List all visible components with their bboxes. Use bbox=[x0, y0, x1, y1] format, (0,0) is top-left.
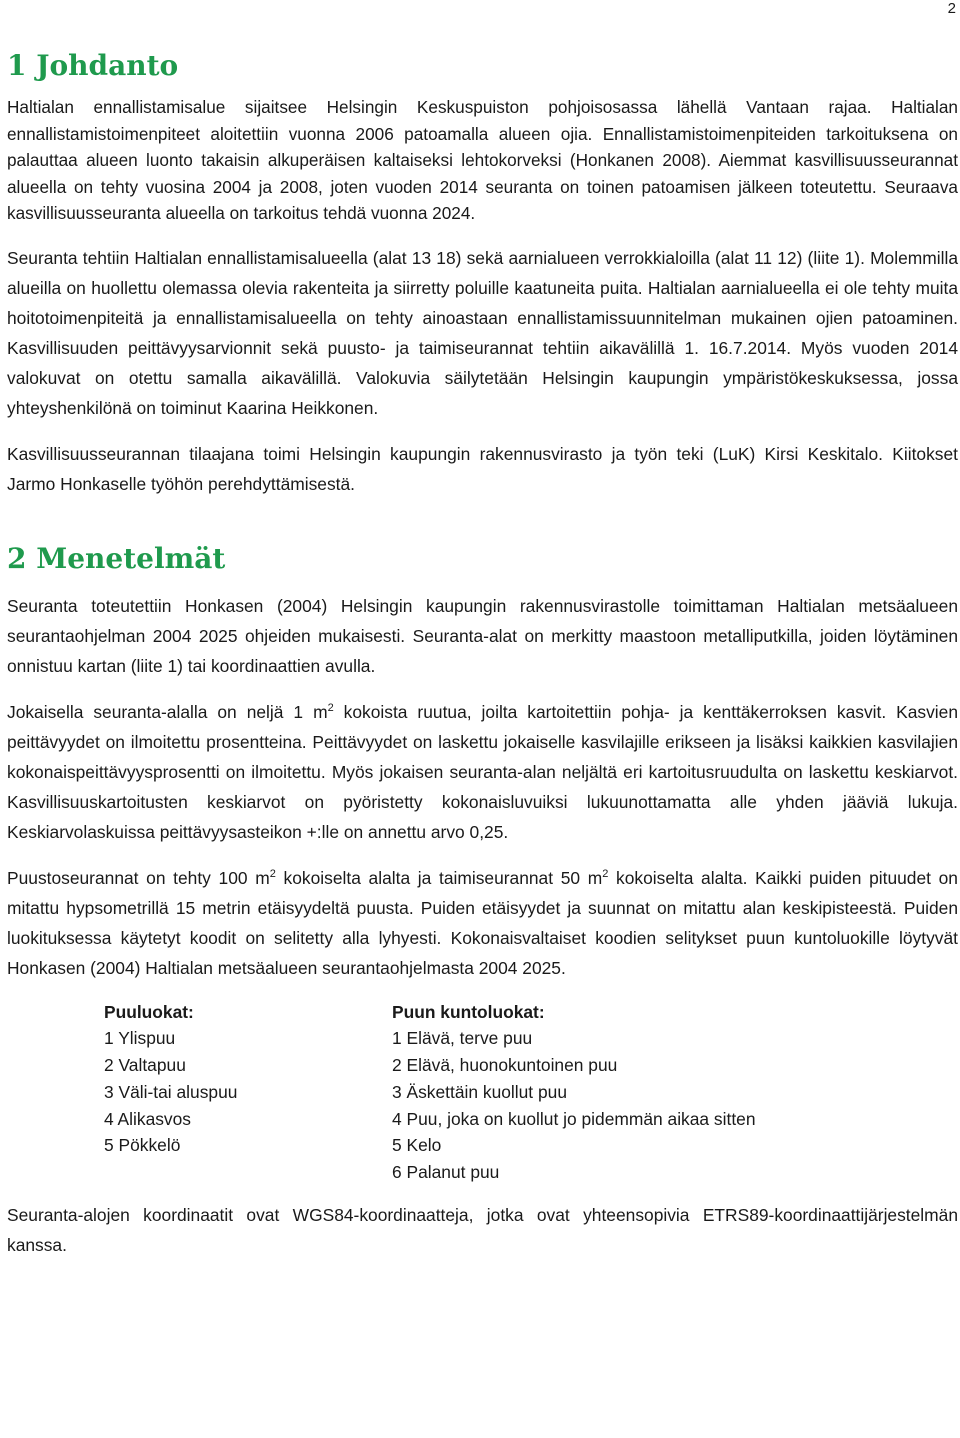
paragraph-methods-2 bbox=[7, 697, 958, 847]
section-heading-menetelmat: 2 Menetelmät bbox=[7, 541, 226, 575]
paragraph-methods-2-text-a: Jokaisella seuranta-alalla on neljä 1 m bbox=[7, 701, 328, 722]
list-item: 2 Valtapuu bbox=[104, 1055, 186, 1076]
list-item: 1 Elävä, terve puu bbox=[392, 1028, 533, 1049]
list-item: 1 Ylispuu bbox=[104, 1028, 176, 1049]
puuluokat-list bbox=[104, 999, 392, 1187]
list-item: 2 Elävä, huonokuntoinen puu bbox=[392, 1055, 618, 1076]
document-body bbox=[7, 40, 958, 1276]
paragraph-methods-3-text-c: kokoiselta alalta. Kaikki puiden pituudet on mitattu hypsometrillä 15 metrin etäisyydeltä puusta. Puiden etäisyydet ja suunnat on mitattu alan keskipisteestä. Puiden luokituksessa käytetyt koodit on selitetty alla lyhyesti. Kokonaisvaltaiset koodien selitykset puun kuntoluokille löytyvät Honkasen (2004) Haltialan metsäalueen seurantaohjelmasta 2004 2025. bbox=[7, 867, 958, 978]
section-heading-johdanto: 1 Johdanto bbox=[7, 49, 179, 82]
list-item: 6 Palanut puu bbox=[392, 1162, 500, 1183]
classification-lists bbox=[7, 999, 958, 1187]
paragraph-intro-2: Seuranta tehtiin Haltialan ennallistamisalueella (alat 13 18) sekä aarnialueen verrokkialoilla (alat 11 12) (liite 1). Molemmilla alueilla on huollettu olemassa olevia rakenteita ja siirretty poluille kaatuneita puita. Haltialan aarnialueella ei ole tehty muita hoitotoimenpiteitä ja ennallistamisalueella on tehty ainoastaan ennallistamissuunnitelman mukainen ojien patoaminen. Kasvillisuuden peittävyysarvionnit sekä puusto- ja taimiseurannat tehtiin aikavälillä 1. 16.7.2014. Myös vuoden 2014 valokuvat on otettu samalla aikavälillä. Valokuvia säilytetään Helsingin kaupungin ympäristökeskuksessa, jossa yhteyshenkilönä on toiminut Kaarina Heikkonen. bbox=[7, 247, 958, 418]
paragraph-coordinates: Seuranta-alojen koordinaatit ovat WGS84-koordinaatteja, jotka ovat yhteensopivia ETRS89-koordinaattijärjestelmän kanssa. bbox=[7, 1205, 958, 1256]
kuntoluokat-list bbox=[392, 999, 756, 1187]
paragraph-methods-3 bbox=[7, 863, 958, 983]
puuluokat-title: Puuluokat: bbox=[104, 1001, 194, 1022]
superscript-2: 2 bbox=[327, 701, 334, 714]
list-item: 5 Kelo bbox=[392, 1135, 442, 1156]
list-item: 4 Alikasvos bbox=[104, 1108, 191, 1129]
paragraph-intro-3: Kasvillisuusseurannan tilaajana toimi Helsingin kaupungin rakennusvirasto ja työn teki (LuK) Kirsi Keskitalo. Kiitokset Jarmo Honkaselle työhön perehdyttämisestä. bbox=[7, 443, 958, 494]
superscript-2: 2 bbox=[269, 867, 276, 880]
list-item: 5 Pökkelö bbox=[104, 1135, 181, 1156]
list-item: 3 Väli-tai aluspuu bbox=[104, 1081, 238, 1102]
superscript-2: 2 bbox=[602, 867, 609, 880]
paragraph-intro-1: Haltialan ennallistamisalue sijaitsee Helsingin Keskuspuiston pohjoisosassa lähellä Vantaan rajaa. Haltialan ennallistamistoimenpiteet aloitettiin vuonna 2006 patoamalla alueen ojia. Ennallistamistoimenpiteiden tarkoituksena on palauttaa alueen luonto takaisin alkuperäisen kaltaiseksi lehtokorveksi (Honkanen 2008). Aiemmat kasvillisuusseurannat alueella on tehty vuosina 2004 ja 2008, joten vuoden 2014 seuranta on toinen patoamisen jälkeen toteutettu. Seuraava kasvillisuusseuranta alueella on tarkoitus tehdä vuonna 2024. bbox=[7, 97, 958, 223]
page-number: 2 bbox=[947, 0, 956, 17]
paragraph-methods-1: Seuranta toteutettiin Honkasen (2004) Helsingin kaupungin rakennusvirastolle toimittaman Haltialan metsäalueen seurantaohjelman 2004 2025 ohjeiden mukaisesti. Seuranta-alat on merkitty maastoon metalliputkilla, joiden löytäminen onnistuu kartan (liite 1) tai koordinaattien avulla. bbox=[7, 595, 958, 676]
list-item: 4 Puu, joka on kuollut jo pidemmän aikaa sitten bbox=[392, 1108, 756, 1129]
paragraph-methods-3-text-b: kokoiselta alalta ja taimiseurannat 50 m bbox=[275, 867, 603, 888]
paragraph-methods-3-text-a: Puustoseurannat on tehty 100 m bbox=[7, 867, 270, 888]
list-item: 3 Äskettäin kuollut puu bbox=[392, 1081, 567, 1102]
paragraph-methods-2-text-b: kokoista ruutua, joilta kartoitettiin pohja- ja kenttäkerroksen kasvit. Kasvien peittävyydet on ilmoitettu prosentteina. Peittävyydet on laskettu jokaiselle kasvilajille erikseen ja lisäksi kaikkien kasvilajien kokonaispeittävyysprosentti on ilmoitettu. Myös jokaisen seuranta-alan neljältä eri kartoitusruudulta on laskettu keskiarvot. Kasvillisuuskartoitusten keskiarvot on pyöristetty kokonaisluvuiksi lukuunottamatta alle yhden jääviä lukuja. Keskiarvolaskuissa peittävyysasteikon +:lle on annettu arvo 0,25. bbox=[7, 701, 959, 842]
kuntoluokat-title: Puun kuntoluokat: bbox=[392, 1001, 545, 1022]
